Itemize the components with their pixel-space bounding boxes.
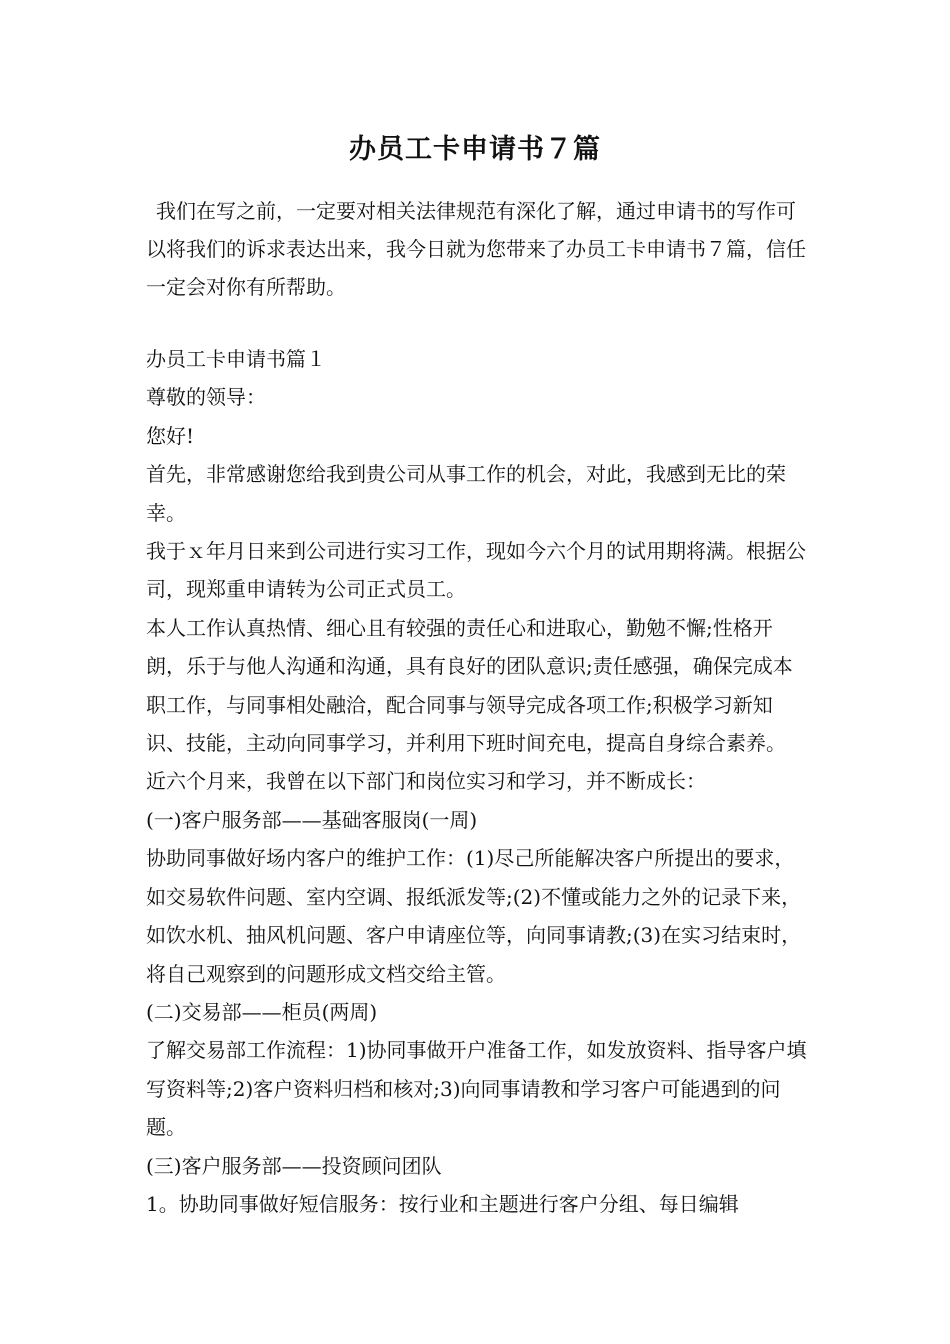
body-paragraph: 了解交易部工作流程：1)协同事做开户准备工作，如发放资料、指导客户填写资料等;2)客户资料归档和核对;3)向同事请教和学习客户可能遇到的问题。 <box>146 1038 807 1140</box>
subsection-heading: (三)客户服务部——投资顾问团队 <box>146 1153 442 1178</box>
subsection-heading: (二)交易部——柜员(两周) <box>146 999 378 1024</box>
subsection-heading: (一)客户服务部——基础客服岗(一周) <box>146 807 478 832</box>
section-heading: 办员工卡申请书篇１ <box>146 347 326 371</box>
body-paragraph: 首先，非常感谢您给我到贵公司从事工作的机会，对此，我感到无比的荣幸。 <box>146 462 786 525</box>
body-paragraph: 近六个月来，我曾在以下部门和岗位实习和学习，并不断成长： <box>146 769 706 794</box>
salutation: 尊敬的领导： <box>146 385 266 410</box>
document-body <box>146 340 810 1223</box>
body-paragraph: 我于ｘ年月日来到公司进行实习工作，现如今六个月的试用期将满。根据公司，现郑重申请转为公司正式员工。 <box>146 539 806 602</box>
greeting: 您好! <box>146 423 195 448</box>
intro-paragraph: 我们在写之前，一定要对相关法律规范有深化了解，通过申请书的写作可以将我们的诉求表达出来，我今日就为您带来了办员工卡申请书７篇，信任一定会对你有所帮助。 <box>146 199 806 299</box>
document-title: 办员工卡申请书７篇 <box>349 134 601 165</box>
body-paragraph: 本人工作认真热情、细心且有较强的责任心和进取心，勤勉不懈;性格开朗，乐于与他人沟通和沟通，具有良好的团队意识;责任感强，确保完成本职工作，与同事相处融洽，配合同事与领导完成各项工作;积极学习新知识、技能，主动向同事学习，并利用下班时间充电，提高自身综合素养。 <box>146 615 793 756</box>
body-paragraph: 1。协助同事做好短信服务：按行业和主题进行客户分组、每日编辑 <box>146 1191 739 1216</box>
body-paragraph: 协助同事做好场内客户的维护工作：(1)尽己所能解决客户所提出的要求，如交易软件问题、室内空调、报纸派发等;(2)不懂或能力之外的记录下来，如饮水机、抽风机问题、客户申请座位等，向同事请教;(3)在实习结束时，将自己观察到的问题形成文档交给主管。 <box>146 846 802 986</box>
